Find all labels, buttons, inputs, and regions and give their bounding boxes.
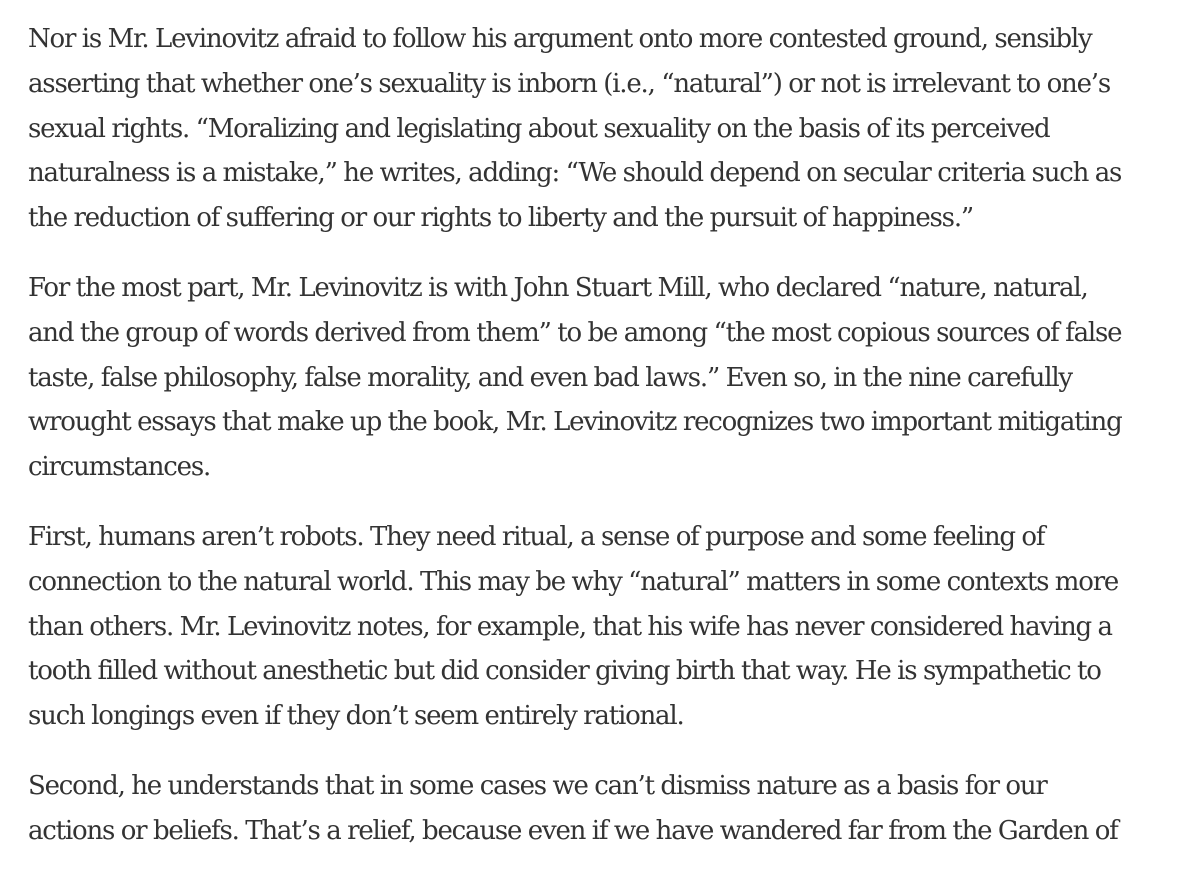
paragraph-1-line-5: the reduction of suffering or our rights to liberty and the pursuit of happiness.” <box>28 203 973 234</box>
paragraph-3-line-2: connection to the natural world. This may be why “natural” matters in some contexts more <box>28 566 1119 597</box>
paragraph-3-line-4: tooth filled without anesthetic but did consider giving birth that way. He is sympathetic to <box>28 656 1101 687</box>
paragraph-3 <box>28 515 1200 739</box>
paragraph-2-line-1: For the most part, Mr. Levinovitz is with John Stuart Mill, who declared “nature, natural, <box>28 272 1088 303</box>
paragraph-4-line-2: actions or beliefs. That’s a relief, because even if we have wandered far from the Garden of <box>28 815 1118 846</box>
paragraph-3-line-5: such longings even if they don’t seem entirely rational. <box>28 701 684 732</box>
paragraph-1-line-4: naturalness is a mistake,” he writes, adding: “We should depend on secular criteria such as <box>28 158 1122 189</box>
paragraph-3-line-1: First, humans aren’t robots. They need ritual, a sense of purpose and some feeling of <box>28 521 1045 552</box>
paragraph-4-line-1: Second, he understands that in some cases we can’t dismiss nature as a basis for our <box>28 770 1047 801</box>
article-body <box>28 17 1200 879</box>
paragraph-4 <box>28 764 1200 854</box>
paragraph-2-line-4: wrought essays that make up the book, Mr. Levinovitz recognizes two important mitigating <box>28 407 1122 438</box>
paragraph-1-line-2: asserting that whether one’s sexuality is inborn (i.e., “natural”) or not is irrelevant to one’s <box>28 68 1110 99</box>
paragraph-2 <box>28 266 1200 490</box>
paragraph-1 <box>28 17 1200 241</box>
paragraph-1-line-1: Nor is Mr. Levinovitz afraid to follow his argument onto more contested ground, sensibly <box>28 24 1092 54</box>
paragraph-3-line-3: than others. Mr. Levinovitz notes, for example, that his wife has never considered having a <box>28 611 1112 642</box>
paragraph-2-line-5: circumstances. <box>28 452 211 483</box>
paragraph-2-line-2: and the group of words derived from them” to be among “the most copious sources of false <box>28 317 1122 348</box>
paragraph-2-line-3: taste, false philosophy, false morality, and even bad laws.” Even so, in the nine carefully <box>28 362 1072 393</box>
paragraph-1-line-3: sexual rights. “Moralizing and legislating about sexuality on the basis of its perceived <box>28 113 1050 144</box>
